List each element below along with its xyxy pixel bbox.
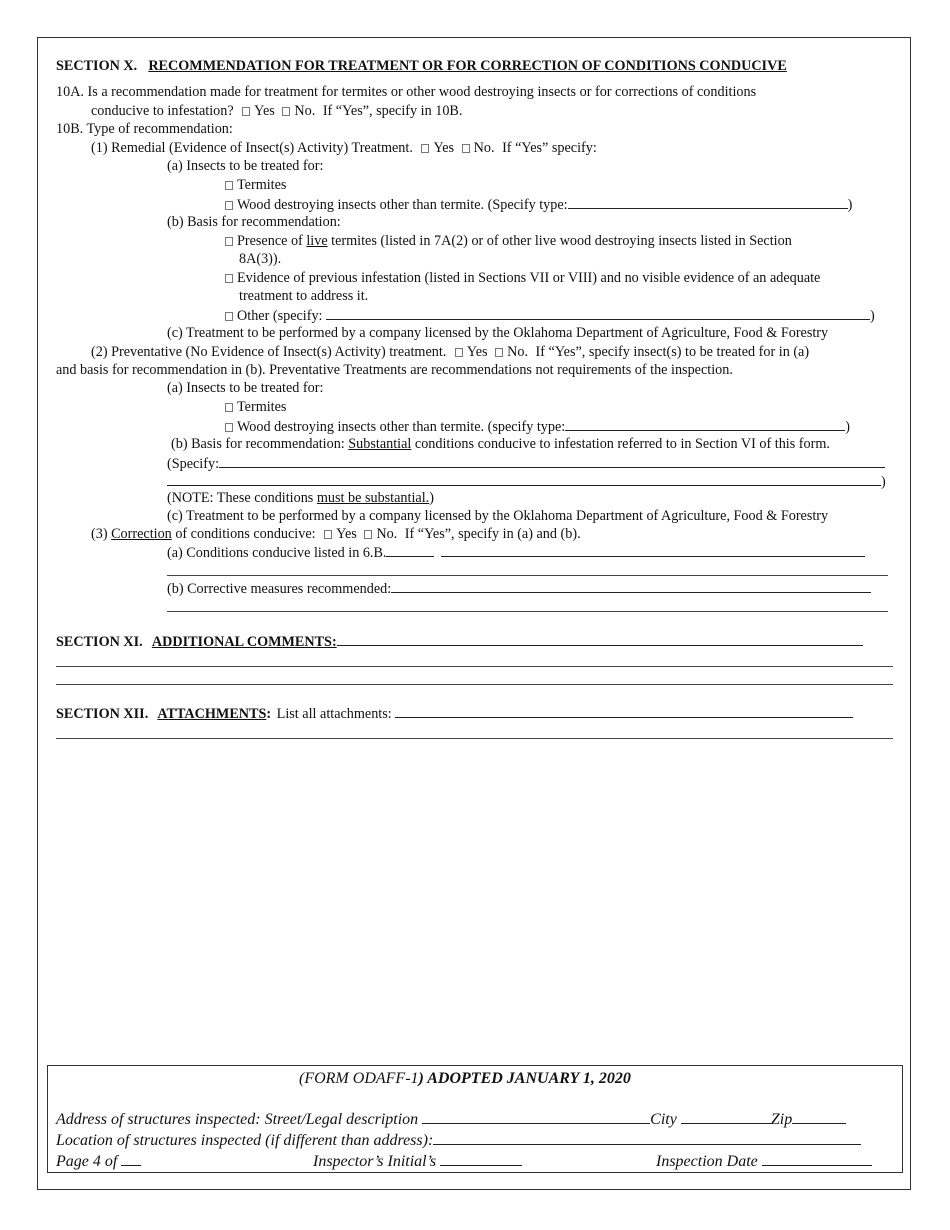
page-label: Page 4 of (56, 1153, 118, 1170)
close-paren: ) (845, 419, 850, 435)
preventative-specify-field-2[interactable] (167, 472, 881, 486)
q10a-yes-checkbox[interactable] (242, 107, 250, 116)
preventative-wood-type-field[interactable] (565, 417, 845, 431)
preventative-wood-checkbox[interactable] (225, 423, 233, 432)
remedial-insects-label: (a) Insects to be treated for: (167, 158, 324, 174)
preventative-instruction: If “Yes”, specify insect(s) to be treated for in (a) (535, 344, 810, 360)
zip-label: Zip (770, 1111, 793, 1128)
preventative-termites-checkbox[interactable] (225, 403, 233, 412)
corrective-measures-line (167, 579, 871, 598)
preventative-treatment-note: (c) Treatment to be performed by a company licensed by the Oklahoma Department of Agriculture, Food & Forestry (167, 508, 829, 524)
correction-yes-label: Yes (336, 526, 357, 542)
preventative-continued: and basis for recommendation in (b). Preventative Treatments are recommendations not requirements of the inspection. (56, 362, 733, 378)
section-x-prefix: SECTION X. (56, 58, 138, 74)
q10a-yes-label: Yes (254, 103, 275, 119)
close-paren: ) (881, 474, 886, 490)
presence-checkbox[interactable] (225, 237, 233, 246)
city-label: City (650, 1111, 677, 1128)
comments-line-3[interactable] (56, 684, 893, 685)
form-id: (FORM ODAFF-1 (299, 1070, 419, 1087)
correction-no-checkbox[interactable] (364, 530, 372, 539)
question-10b: 10B. Type of recommendation: (56, 121, 233, 137)
page-total-field[interactable] (121, 1152, 141, 1166)
question-10a-line2 (91, 102, 462, 120)
zip-field[interactable] (792, 1110, 846, 1124)
corrective-measures-label: (b) Corrective measures recommended: (167, 581, 392, 597)
presence-live: live (306, 233, 328, 249)
section-xii-prefix: SECTION XII. (56, 706, 149, 722)
section-xii-heading (56, 704, 853, 723)
preventative-specify-field[interactable] (219, 454, 885, 468)
correction-instruction: If “Yes”, specify in (a) and (b). (404, 526, 581, 542)
remedial-termites-checkbox[interactable] (225, 181, 233, 190)
preventative-no-label: No. (507, 344, 528, 360)
preventative-basis-line (171, 435, 830, 453)
presence-text-b: termites (listed in 7A(2) or of other live wood destroying insects listed in Section (331, 233, 792, 249)
preventative-termites-label: Termites (237, 399, 287, 415)
inspection-date-field[interactable] (762, 1152, 872, 1166)
remedial-no-label: No. (473, 140, 495, 156)
q10a-no-label: No. (294, 103, 316, 119)
remedial-yes-label: Yes (433, 140, 455, 156)
question-10a: 10A. Is a recommendation made for treatment for termites or other wood destroying insects or for corrections of conditions (56, 84, 757, 100)
preventative-yes-checkbox[interactable] (455, 348, 463, 357)
location-line (56, 1131, 861, 1151)
remedial-no-checkbox[interactable] (462, 144, 470, 153)
section-xi-heading (56, 632, 863, 651)
address-label: Address of structures inspected: Street/Legal description (56, 1111, 419, 1128)
address-line (56, 1110, 846, 1130)
section-x-title: RECOMMENDATION FOR TREATMENT OR FOR CORRECTION OF CONDITIONS CONDUCIVE (148, 58, 787, 74)
close-paren: ) (870, 308, 875, 324)
remedial-yes-checkbox[interactable] (421, 144, 429, 153)
location-label: Location of structures inspected (if different than address): (56, 1132, 434, 1149)
q10a-text: conducive to infestation? (91, 103, 234, 119)
conditions-conducive-line (167, 543, 865, 562)
conditions-conducive-line-2[interactable] (167, 575, 888, 576)
remedial-basis-label: (b) Basis for recommendation: (167, 214, 341, 230)
section-xii-colon: : (266, 706, 272, 722)
q10a-instruction: If “Yes”, specify in 10B. (322, 103, 463, 119)
specify-label: (Specify: (167, 456, 220, 472)
other-label: Other (specify: (237, 308, 323, 324)
remedial-wood-checkbox[interactable] (225, 201, 233, 210)
correction-text: of conditions conducive: (175, 526, 316, 542)
other-checkbox[interactable] (225, 312, 233, 321)
initials-label: Inspector’s Initial’s (313, 1153, 437, 1170)
correction-yes-checkbox[interactable] (324, 530, 332, 539)
q10a-no-checkbox[interactable] (282, 107, 290, 116)
attachments-line-2[interactable] (56, 738, 893, 739)
corrective-measures-field[interactable] (391, 579, 871, 593)
conditions-note (167, 489, 434, 507)
page-number (56, 1152, 141, 1172)
note-text: (NOTE: These conditions (167, 490, 314, 506)
remedial-text: (1) Remedial (Evidence of Insect(s) Activity) Treatment. (91, 140, 413, 156)
preventative-wood-label: Wood destroying insects other than termite. (specify type: (237, 419, 566, 435)
close-paren: ) (847, 197, 853, 213)
preventative-basis-text-b: conditions conducive to infestation referred to in Section VI of this form. (414, 436, 830, 452)
preventative-no-checkbox[interactable] (495, 348, 503, 357)
evidence-checkbox[interactable] (225, 274, 233, 283)
remedial-wood-option (225, 195, 852, 214)
correction-no-label: No. (376, 526, 398, 542)
adopted-date: ) ADOPTED JANUARY 1, 2020 (418, 1070, 631, 1087)
close-paren: ) (429, 490, 434, 506)
remedial-line (91, 139, 597, 157)
comments-field[interactable] (337, 632, 863, 646)
preventative-termites-option (225, 398, 286, 416)
evidence-option (225, 269, 820, 287)
preventative-insects-label: (a) Insects to be treated for: (167, 380, 324, 396)
remedial-termites-option (225, 176, 286, 194)
preventative-yes-label: Yes (466, 344, 488, 360)
section-xi-prefix: SECTION XI. (56, 634, 143, 650)
conditions-conducive-ref-field[interactable] (386, 543, 434, 557)
remedial-instruction: If “Yes” specify: (502, 140, 597, 156)
corrective-measures-line-2[interactable] (167, 611, 888, 612)
presence-continued: 8A(3)). (239, 251, 282, 267)
preventative-specify-line (167, 454, 885, 473)
section-xi-title: ADDITIONAL COMMENTS: (151, 634, 337, 650)
location-field[interactable] (433, 1131, 861, 1145)
preventative-basis-text: (b) Basis for recommendation: (171, 436, 345, 452)
conditions-conducive-field[interactable] (441, 543, 865, 557)
initials-line (313, 1152, 522, 1172)
inspection-date-label: Inspection Date (656, 1153, 758, 1170)
section-xii-title: ATTACHMENTS (157, 706, 267, 722)
presence-option (225, 232, 792, 250)
correction-number: (3) (91, 526, 108, 542)
remedial-termites-label: Termites (237, 177, 287, 193)
note-must: must be substantial. (316, 490, 430, 506)
conditions-conducive-label: (a) Conditions conducive listed in 6.B. (167, 545, 387, 561)
substantial-word: Substantial (348, 436, 412, 452)
evidence-continued: treatment to address it. (239, 288, 369, 304)
other-specify-field[interactable] (326, 306, 870, 320)
comments-line-2[interactable] (56, 666, 893, 667)
form-adopted-title (299, 1069, 631, 1089)
attachments-field[interactable] (395, 704, 853, 718)
other-option (225, 306, 875, 325)
address-field[interactable] (422, 1110, 650, 1124)
remedial-wood-type-field[interactable] (568, 195, 848, 209)
correction-word: Correction (111, 526, 172, 542)
preventative-wood-option (225, 417, 850, 436)
attachments-label: List all attachments: (276, 706, 392, 722)
initials-field[interactable] (440, 1152, 522, 1166)
city-field[interactable] (681, 1110, 771, 1124)
remedial-wood-label: Wood destroying insects other than termite. (Specify type: (237, 197, 568, 213)
correction-line (91, 525, 581, 543)
inspection-date-line (656, 1152, 872, 1172)
section-x-heading (56, 57, 787, 75)
remedial-treatment-note: (c) Treatment to be performed by a company licensed by the Oklahoma Department of Agriculture, Food & Forestry (167, 325, 829, 341)
evidence-text: Evidence of previous infestation (listed in Sections VII or VIII) and no visible evidence of an adequate (237, 270, 821, 286)
preventative-line (91, 343, 809, 361)
presence-text-a: Presence of (237, 233, 303, 249)
preventative-text: (2) Preventative (No Evidence of Insect(s) Activity) treatment. (91, 344, 447, 360)
